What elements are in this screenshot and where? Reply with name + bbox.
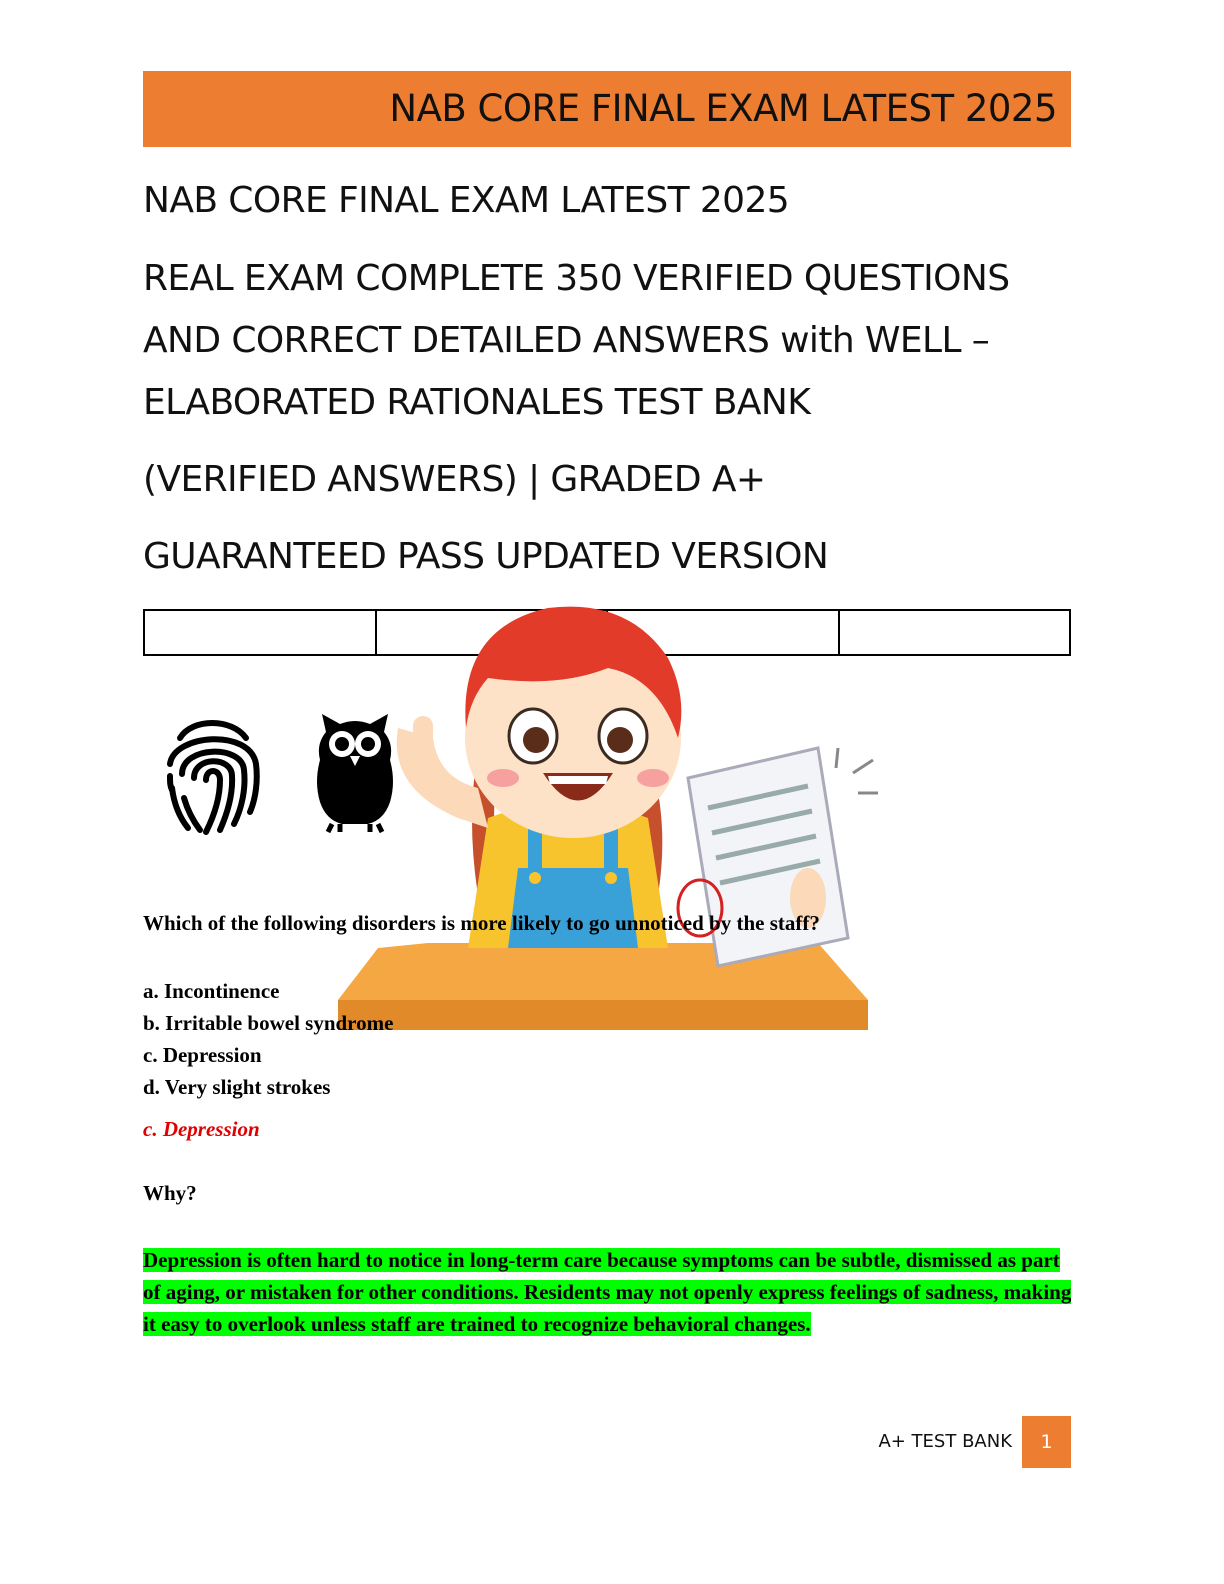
why-label: Why? xyxy=(143,1181,197,1205)
header-title: NAB CORE FINAL EXAM LATEST 2025 xyxy=(389,87,1057,130)
title-line: ELABORATED RATIONALES TEST BANK xyxy=(143,382,811,423)
option-d: d. Very slight strokes xyxy=(143,1075,331,1099)
options-list xyxy=(143,975,393,1103)
title-line: REAL EXAM COMPLETE 350 VERIFIED QUESTIONS xyxy=(143,258,1010,299)
option-a: a. Incontinence xyxy=(143,979,280,1003)
header-bar xyxy=(143,71,1071,147)
option-b: b. Irritable bowel syndrome xyxy=(143,1011,394,1035)
footer-label: A+ TEST BANK xyxy=(878,1431,1012,1452)
rationale-text: Depression is often hard to notice in long-term care because symptoms can be subtle, dismissed as part of aging, or mistaken for other conditions. Residents may not openly express feelings of sadness, making it easy to overlook unless staff are trained to recognize behavioral changes. xyxy=(143,1248,1072,1336)
title-line: GUARANTEED PASS UPDATED VERSION xyxy=(143,536,829,577)
correct-answer: c. Depression xyxy=(143,1117,260,1141)
rationale xyxy=(143,1244,1073,1340)
title-line: (VERIFIED ANSWERS) | GRADED A+ xyxy=(143,459,766,500)
question-text: Which of the following disorders is more likely to go unnoticed by the staff? xyxy=(143,911,820,935)
fingerprint-icon xyxy=(162,708,262,838)
title-line: AND CORRECT DETAILED ANSWERS with WELL – xyxy=(143,320,990,361)
page-number: 1 xyxy=(1022,1416,1071,1468)
option-c: c. Depression xyxy=(143,1043,262,1067)
kid-thumbs-up-illustration xyxy=(338,588,878,1038)
title-line: NAB CORE FINAL EXAM LATEST 2025 xyxy=(143,180,790,221)
